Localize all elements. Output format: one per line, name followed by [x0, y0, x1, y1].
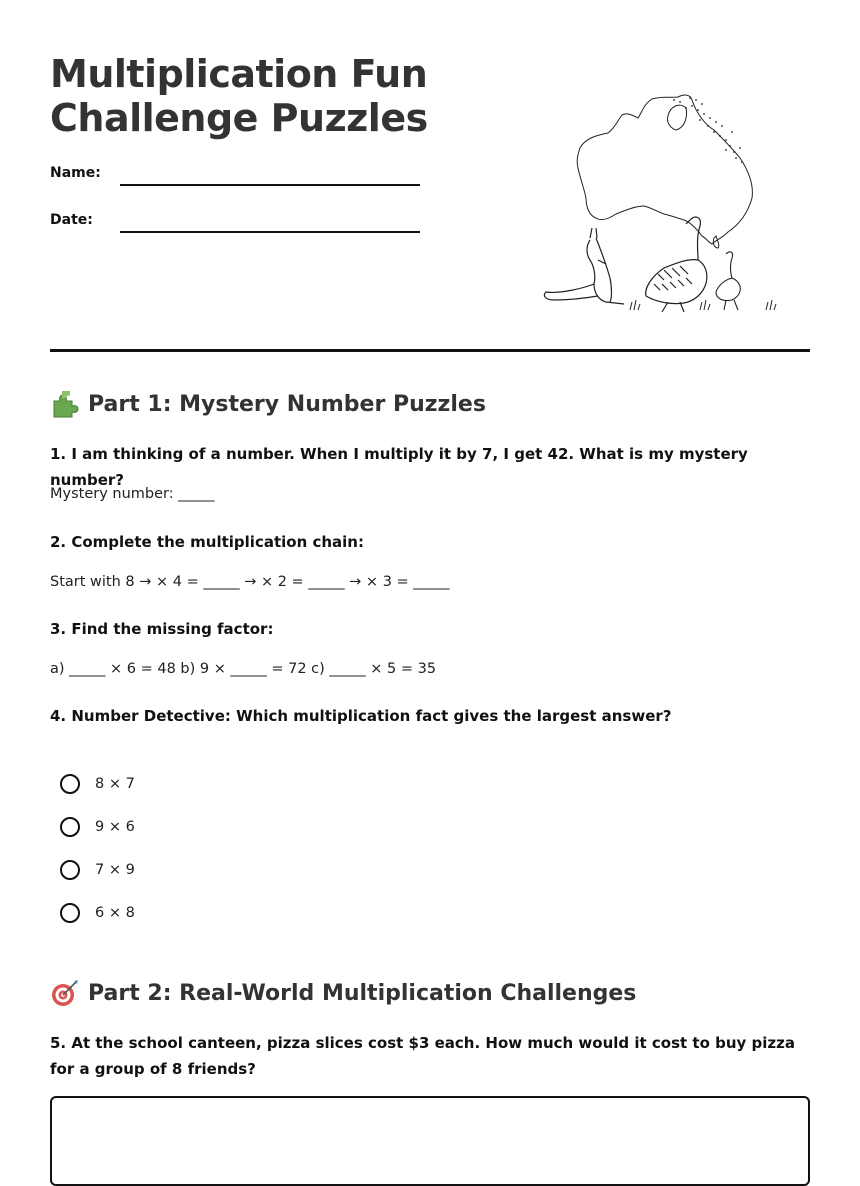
date-label: Date: — [50, 212, 93, 228]
option-4[interactable] — [60, 900, 135, 926]
puzzle-piece-icon — [50, 389, 80, 419]
part2-title: Part 2: Real-World Multiplication Challenges — [88, 980, 637, 1006]
part1-title: Part 1: Mystery Number Puzzles — [88, 391, 486, 417]
date-field — [50, 212, 430, 242]
worksheet-title — [50, 52, 428, 140]
question-4: 4. Number Detective: Which multiplication fact gives the largest answer? — [50, 707, 672, 725]
question-5: 5. At the school canteen, pizza slices cost $3 each. How much would it cost to buy pizza for a group of 8 friends? — [50, 1034, 796, 1078]
question-2: 2. Complete the multiplication chain: — [50, 533, 364, 551]
name-input-line[interactable] — [120, 184, 420, 186]
radio-button[interactable] — [60, 817, 80, 837]
question-3: 3. Find the missing factor: — [50, 620, 274, 638]
name-field — [50, 165, 430, 195]
title-line-2: Challenge Puzzles — [50, 96, 428, 140]
radio-button[interactable] — [60, 774, 80, 794]
option-label: 8 × 7 — [95, 776, 135, 792]
option-2[interactable] — [60, 814, 135, 840]
part1-heading — [50, 389, 486, 419]
option-label: 7 × 9 — [95, 862, 135, 878]
option-3[interactable] — [60, 857, 135, 883]
date-input-line[interactable] — [120, 231, 420, 233]
header-divider — [50, 349, 810, 352]
title-line-1: Multiplication Fun — [50, 52, 428, 96]
target-dart-icon — [50, 978, 80, 1008]
radio-button[interactable] — [60, 860, 80, 880]
answer-3[interactable]: a) _____ × 6 = 48 b) 9 × _____ = 72 c) _____ × 5 = 35 — [50, 661, 437, 677]
radio-button[interactable] — [60, 903, 80, 923]
question-1: 1. I am thinking of a number. When I multiply it by 7, I get 42. What is my mystery number? — [50, 445, 748, 489]
option-1[interactable] — [60, 771, 135, 797]
australia-map-with-kangaroo-emu-icon — [540, 88, 780, 313]
option-label: 9 × 6 — [95, 819, 135, 835]
option-label: 6 × 8 — [95, 905, 135, 921]
name-label: Name: — [50, 165, 101, 181]
answer-5-box[interactable] — [50, 1096, 810, 1186]
part2-heading — [50, 978, 636, 1008]
answer-2[interactable]: Start with 8 → × 4 = _____ → × 2 = _____ → × 3 = _____ — [50, 574, 450, 590]
answer-1[interactable]: Mystery number: _____ — [50, 486, 215, 502]
